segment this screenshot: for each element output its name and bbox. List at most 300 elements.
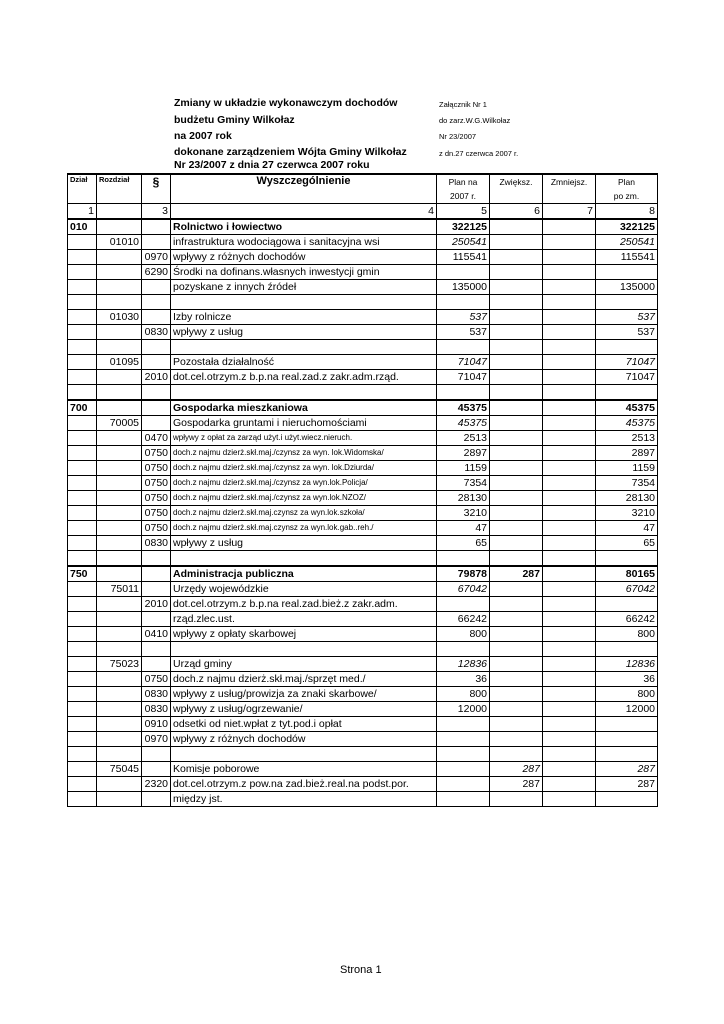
cell-rozdzial: 75023 bbox=[97, 657, 142, 672]
cell-plan: 12000 bbox=[437, 702, 490, 717]
cell-zmniejsz bbox=[543, 627, 596, 642]
cell-paragraf: 0750 bbox=[142, 521, 171, 536]
table-row bbox=[68, 491, 658, 506]
cell-rozdzial bbox=[97, 461, 142, 476]
col-rozdzial: Rozdział bbox=[97, 174, 142, 204]
cell-zwieksz bbox=[490, 446, 543, 461]
cell-plan bbox=[437, 642, 490, 657]
table-row bbox=[68, 762, 658, 777]
cell-zwieksz bbox=[490, 687, 543, 702]
cell-zmniejsz bbox=[543, 280, 596, 295]
cell-plan: 537 bbox=[437, 325, 490, 340]
cell-wyszczegolnienie: wpływy z opłat za zarząd użyt.i użyt.wiecz.nieruch. bbox=[171, 431, 437, 446]
cell-zwieksz bbox=[490, 717, 543, 732]
cell-zmniejsz bbox=[543, 536, 596, 551]
cell-zwieksz bbox=[490, 400, 543, 416]
table-row bbox=[68, 446, 658, 461]
cell-dzial bbox=[68, 551, 97, 567]
cell-plan-po-zm bbox=[596, 385, 658, 401]
cell-zwieksz bbox=[490, 491, 543, 506]
table-row bbox=[68, 521, 658, 536]
num-6: 6 bbox=[490, 204, 543, 220]
cell-plan-po-zm bbox=[596, 551, 658, 567]
col-wyszczegolnienie: Wyszczególnienie bbox=[171, 174, 437, 204]
table-row bbox=[68, 355, 658, 370]
table-row bbox=[68, 400, 658, 416]
col-planzm-line1: Plan bbox=[617, 177, 635, 187]
cell-rozdzial bbox=[97, 219, 142, 235]
cell-plan-po-zm: 2897 bbox=[596, 446, 658, 461]
cell-zwieksz bbox=[490, 461, 543, 476]
cell-zwieksz bbox=[490, 219, 543, 235]
cell-dzial bbox=[68, 642, 97, 657]
num-1: 1 bbox=[68, 204, 97, 220]
cell-plan-po-zm: 800 bbox=[596, 687, 658, 702]
cell-wyszczegolnienie: wpływy z opłaty skarbowej bbox=[171, 627, 437, 642]
cell-plan bbox=[437, 732, 490, 747]
cell-zmniejsz bbox=[543, 416, 596, 431]
cell-dzial: 010 bbox=[68, 219, 97, 235]
table-body bbox=[68, 219, 658, 807]
col-plan-line1: Plan na bbox=[448, 177, 478, 187]
note-line-1: Załącznik Nr 1 bbox=[439, 100, 487, 109]
cell-zmniejsz bbox=[543, 370, 596, 385]
cell-wyszczegolnienie bbox=[171, 385, 437, 401]
cell-zwieksz bbox=[490, 310, 543, 325]
cell-plan-po-zm: 67042 bbox=[596, 582, 658, 597]
cell-plan-po-zm: 71047 bbox=[596, 370, 658, 385]
table-row bbox=[68, 385, 658, 401]
cell-dzial bbox=[68, 627, 97, 642]
cell-rozdzial bbox=[97, 250, 142, 265]
title-line-1: Zmiany w układzie wykonawczym dochodów bbox=[174, 97, 398, 109]
cell-plan-po-zm: 250541 bbox=[596, 235, 658, 250]
cell-dzial bbox=[68, 250, 97, 265]
cell-zwieksz bbox=[490, 250, 543, 265]
cell-dzial bbox=[68, 355, 97, 370]
table-row bbox=[68, 476, 658, 491]
col-dzial: Dział bbox=[68, 174, 97, 204]
cell-plan bbox=[437, 551, 490, 567]
cell-zwieksz bbox=[490, 582, 543, 597]
cell-wyszczegolnienie bbox=[171, 295, 437, 310]
page-footer: Strona 1 bbox=[340, 964, 382, 976]
cell-wyszczegolnienie: doch.z najmu dzierż.skł.maj./czynsz za wyn. lok.Widomska/ bbox=[171, 446, 437, 461]
cell-zwieksz bbox=[490, 385, 543, 401]
cell-zmniejsz bbox=[543, 657, 596, 672]
cell-wyszczegolnienie: doch.z najmu dzierż.skł.maj./czynsz za wyn.lok.Policja/ bbox=[171, 476, 437, 491]
cell-plan bbox=[437, 385, 490, 401]
cell-wyszczegolnienie: Pozostała działalność bbox=[171, 355, 437, 370]
cell-dzial bbox=[68, 235, 97, 250]
table-header bbox=[68, 174, 658, 204]
cell-dzial bbox=[68, 657, 97, 672]
num-3: 3 bbox=[142, 204, 171, 220]
table-row bbox=[68, 431, 658, 446]
cell-dzial bbox=[68, 582, 97, 597]
cell-zwieksz bbox=[490, 506, 543, 521]
cell-paragraf bbox=[142, 566, 171, 582]
table-row bbox=[68, 370, 658, 385]
cell-plan: 115541 bbox=[437, 250, 490, 265]
column-numbers-row bbox=[68, 204, 658, 220]
cell-wyszczegolnienie: Rolnictwo i łowiectwo bbox=[171, 219, 437, 235]
cell-plan bbox=[437, 597, 490, 612]
cell-plan-po-zm: 287 bbox=[596, 777, 658, 792]
cell-dzial bbox=[68, 370, 97, 385]
cell-zwieksz bbox=[490, 612, 543, 627]
cell-paragraf: 2010 bbox=[142, 597, 171, 612]
cell-paragraf bbox=[142, 219, 171, 235]
cell-dzial bbox=[68, 476, 97, 491]
cell-zwieksz bbox=[490, 280, 543, 295]
table-row bbox=[68, 295, 658, 310]
cell-zmniejsz bbox=[543, 762, 596, 777]
cell-plan: 45375 bbox=[437, 416, 490, 431]
cell-wyszczegolnienie: infrastruktura wodociągowa i sanitacyjna wsi bbox=[171, 235, 437, 250]
num-2-empty bbox=[97, 204, 142, 220]
table-row bbox=[68, 747, 658, 762]
cell-dzial bbox=[68, 672, 97, 687]
cell-zmniejsz bbox=[543, 385, 596, 401]
cell-wyszczegolnienie: wpływy z usług bbox=[171, 536, 437, 551]
cell-plan-po-zm: 45375 bbox=[596, 416, 658, 431]
cell-zwieksz bbox=[490, 325, 543, 340]
cell-plan: 71047 bbox=[437, 370, 490, 385]
cell-zmniejsz bbox=[543, 461, 596, 476]
cell-dzial bbox=[68, 461, 97, 476]
cell-zwieksz bbox=[490, 340, 543, 355]
cell-paragraf: 0830 bbox=[142, 702, 171, 717]
cell-rozdzial bbox=[97, 521, 142, 536]
table-row bbox=[68, 461, 658, 476]
cell-paragraf bbox=[142, 657, 171, 672]
cell-plan: 67042 bbox=[437, 582, 490, 597]
cell-zmniejsz bbox=[543, 747, 596, 762]
table-row bbox=[68, 582, 658, 597]
cell-dzial bbox=[68, 340, 97, 355]
cell-zmniejsz bbox=[543, 235, 596, 250]
cell-paragraf bbox=[142, 310, 171, 325]
cell-wyszczegolnienie: Środki na dofinans.własnych inwestycji gmin bbox=[171, 265, 437, 280]
cell-wyszczegolnienie: wpływy z różnych dochodów bbox=[171, 250, 437, 265]
cell-plan-po-zm: 36 bbox=[596, 672, 658, 687]
cell-paragraf bbox=[142, 295, 171, 310]
table-row bbox=[68, 627, 658, 642]
cell-rozdzial bbox=[97, 446, 142, 461]
cell-zmniejsz bbox=[543, 792, 596, 807]
table-row bbox=[68, 310, 658, 325]
num-8: 8 bbox=[596, 204, 658, 220]
cell-plan: 47 bbox=[437, 521, 490, 536]
cell-plan-po-zm: 28130 bbox=[596, 491, 658, 506]
cell-wyszczegolnienie: pozyskane z innych źródeł bbox=[171, 280, 437, 295]
cell-paragraf: 2320 bbox=[142, 777, 171, 792]
cell-dzial bbox=[68, 687, 97, 702]
cell-wyszczegolnienie: dot.cel.otrzym.z b.p.na real.zad.z zakr.adm.rząd. bbox=[171, 370, 437, 385]
cell-wyszczegolnienie: doch.z najmu dzierż.skł.maj./czynsz za wyn. lok.Dziurda/ bbox=[171, 461, 437, 476]
cell-zwieksz bbox=[490, 370, 543, 385]
cell-dzial bbox=[68, 506, 97, 521]
cell-plan bbox=[437, 340, 490, 355]
cell-plan bbox=[437, 777, 490, 792]
table-row bbox=[68, 732, 658, 747]
col-plan bbox=[437, 174, 490, 204]
cell-paragraf: 0830 bbox=[142, 325, 171, 340]
table-row bbox=[68, 219, 658, 235]
cell-dzial bbox=[68, 732, 97, 747]
cell-zmniejsz bbox=[543, 566, 596, 582]
cell-wyszczegolnienie: doch.z najmu dzierż.skł.maj./sprzęt med./ bbox=[171, 672, 437, 687]
cell-zmniejsz bbox=[543, 491, 596, 506]
cell-rozdzial bbox=[97, 597, 142, 612]
table-row bbox=[68, 566, 658, 582]
cell-wyszczegolnienie: Gospodarka mieszkaniowa bbox=[171, 400, 437, 416]
cell-zwieksz bbox=[490, 672, 543, 687]
cell-plan: 65 bbox=[437, 536, 490, 551]
cell-zmniejsz bbox=[543, 642, 596, 657]
cell-paragraf: 0910 bbox=[142, 717, 171, 732]
col-plan-line2: 2007 r. bbox=[450, 191, 476, 201]
cell-zwieksz bbox=[490, 792, 543, 807]
cell-rozdzial bbox=[97, 385, 142, 401]
cell-zmniejsz bbox=[543, 265, 596, 280]
cell-wyszczegolnienie bbox=[171, 642, 437, 657]
cell-paragraf: 0970 bbox=[142, 732, 171, 747]
cell-plan-po-zm bbox=[596, 732, 658, 747]
cell-rozdzial: 01010 bbox=[97, 235, 142, 250]
cell-dzial bbox=[68, 536, 97, 551]
table-row bbox=[68, 612, 658, 627]
cell-plan-po-zm: 115541 bbox=[596, 250, 658, 265]
cell-plan: 2897 bbox=[437, 446, 490, 461]
cell-paragraf: 6290 bbox=[142, 265, 171, 280]
cell-zmniejsz bbox=[543, 355, 596, 370]
cell-zmniejsz bbox=[543, 476, 596, 491]
cell-zmniejsz bbox=[543, 687, 596, 702]
table-row bbox=[68, 506, 658, 521]
cell-zmniejsz bbox=[543, 702, 596, 717]
cell-rozdzial bbox=[97, 400, 142, 416]
cell-plan-po-zm bbox=[596, 265, 658, 280]
cell-paragraf: 0830 bbox=[142, 687, 171, 702]
cell-zwieksz bbox=[490, 536, 543, 551]
cell-wyszczegolnienie: Gospodarka gruntami i nieruchomościami bbox=[171, 416, 437, 431]
cell-rozdzial: 75011 bbox=[97, 582, 142, 597]
cell-paragraf bbox=[142, 642, 171, 657]
cell-rozdzial bbox=[97, 566, 142, 582]
cell-zmniejsz bbox=[543, 431, 596, 446]
cell-plan-po-zm bbox=[596, 295, 658, 310]
cell-zmniejsz bbox=[543, 777, 596, 792]
cell-plan-po-zm: 71047 bbox=[596, 355, 658, 370]
cell-zwieksz bbox=[490, 627, 543, 642]
cell-rozdzial bbox=[97, 747, 142, 762]
cell-rozdzial bbox=[97, 551, 142, 567]
cell-plan: 7354 bbox=[437, 476, 490, 491]
cell-rozdzial bbox=[97, 536, 142, 551]
cell-dzial bbox=[68, 702, 97, 717]
cell-zmniejsz bbox=[543, 597, 596, 612]
cell-plan bbox=[437, 717, 490, 732]
cell-dzial bbox=[68, 416, 97, 431]
cell-paragraf: 0750 bbox=[142, 491, 171, 506]
cell-plan-po-zm: 65 bbox=[596, 536, 658, 551]
cell-plan-po-zm: 800 bbox=[596, 627, 658, 642]
table-row bbox=[68, 235, 658, 250]
cell-paragraf: 0970 bbox=[142, 250, 171, 265]
cell-wyszczegolnienie: wpływy z usług bbox=[171, 325, 437, 340]
cell-dzial bbox=[68, 431, 97, 446]
cell-plan: 537 bbox=[437, 310, 490, 325]
table-row bbox=[68, 717, 658, 732]
cell-paragraf: 0750 bbox=[142, 446, 171, 461]
cell-dzial bbox=[68, 612, 97, 627]
cell-plan-po-zm: 537 bbox=[596, 325, 658, 340]
cell-paragraf bbox=[142, 385, 171, 401]
cell-paragraf bbox=[142, 400, 171, 416]
cell-plan-po-zm bbox=[596, 792, 658, 807]
cell-zmniejsz bbox=[543, 250, 596, 265]
cell-rozdzial: 75045 bbox=[97, 762, 142, 777]
table-row bbox=[68, 792, 658, 807]
cell-dzial bbox=[68, 792, 97, 807]
cell-plan bbox=[437, 747, 490, 762]
cell-zmniejsz bbox=[543, 672, 596, 687]
cell-zmniejsz bbox=[543, 612, 596, 627]
cell-zwieksz bbox=[490, 355, 543, 370]
title-line-2: budżetu Gminy Wilkołaz bbox=[174, 114, 295, 126]
cell-rozdzial: 70005 bbox=[97, 416, 142, 431]
cell-zwieksz bbox=[490, 657, 543, 672]
cell-paragraf bbox=[142, 612, 171, 627]
title-line-3: na 2007 rok bbox=[174, 130, 232, 142]
table-row bbox=[68, 250, 658, 265]
cell-dzial bbox=[68, 717, 97, 732]
cell-zwieksz bbox=[490, 747, 543, 762]
cell-dzial bbox=[68, 265, 97, 280]
col-plan-po-zm bbox=[596, 174, 658, 204]
cell-plan: 3210 bbox=[437, 506, 490, 521]
cell-plan-po-zm: 12000 bbox=[596, 702, 658, 717]
title-line-4: dokonane zarządzeniem Wójta Gminy Wilkołaz bbox=[174, 146, 407, 158]
cell-plan-po-zm bbox=[596, 717, 658, 732]
cell-wyszczegolnienie: rząd.zlec.ust. bbox=[171, 612, 437, 627]
cell-plan bbox=[437, 762, 490, 777]
cell-zwieksz bbox=[490, 295, 543, 310]
cell-plan-po-zm: 47 bbox=[596, 521, 658, 536]
cell-rozdzial bbox=[97, 717, 142, 732]
table-row bbox=[68, 657, 658, 672]
cell-dzial bbox=[68, 491, 97, 506]
cell-plan: 135000 bbox=[437, 280, 490, 295]
cell-paragraf bbox=[142, 416, 171, 431]
cell-zmniejsz bbox=[543, 310, 596, 325]
cell-wyszczegolnienie bbox=[171, 340, 437, 355]
cell-rozdzial bbox=[97, 732, 142, 747]
cell-rozdzial bbox=[97, 325, 142, 340]
col-zmniejsz: Zmniejsz. bbox=[543, 174, 596, 204]
cell-dzial bbox=[68, 597, 97, 612]
cell-wyszczegolnienie: dot.cel.otrzym.z b.p.na real.zad.bież.z zakr.adm. bbox=[171, 597, 437, 612]
cell-paragraf bbox=[142, 582, 171, 597]
cell-rozdzial bbox=[97, 340, 142, 355]
cell-paragraf bbox=[142, 355, 171, 370]
cell-plan-po-zm: 3210 bbox=[596, 506, 658, 521]
cell-plan-po-zm: 80165 bbox=[596, 566, 658, 582]
cell-zwieksz bbox=[490, 597, 543, 612]
cell-wyszczegolnienie: Urząd gminy bbox=[171, 657, 437, 672]
cell-wyszczegolnienie: wpływy z usług/prowizja za znaki skarbowe/ bbox=[171, 687, 437, 702]
cell-zwieksz bbox=[490, 642, 543, 657]
cell-paragraf bbox=[142, 280, 171, 295]
cell-zwieksz bbox=[490, 265, 543, 280]
cell-wyszczegolnienie: między jst. bbox=[171, 792, 437, 807]
cell-paragraf: 0470 bbox=[142, 431, 171, 446]
cell-wyszczegolnienie bbox=[171, 747, 437, 762]
cell-dzial: 750 bbox=[68, 566, 97, 582]
cell-zwieksz: 287 bbox=[490, 566, 543, 582]
cell-zmniejsz bbox=[543, 446, 596, 461]
cell-paragraf: 0750 bbox=[142, 672, 171, 687]
cell-zwieksz bbox=[490, 551, 543, 567]
cell-dzial bbox=[68, 295, 97, 310]
cell-zwieksz bbox=[490, 521, 543, 536]
cell-zmniejsz bbox=[543, 219, 596, 235]
table-row bbox=[68, 687, 658, 702]
cell-rozdzial: 01030 bbox=[97, 310, 142, 325]
cell-rozdzial bbox=[97, 431, 142, 446]
cell-plan-po-zm: 1159 bbox=[596, 461, 658, 476]
cell-dzial bbox=[68, 777, 97, 792]
cell-plan-po-zm: 537 bbox=[596, 310, 658, 325]
cell-plan-po-zm: 2513 bbox=[596, 431, 658, 446]
cell-rozdzial bbox=[97, 612, 142, 627]
cell-plan-po-zm: 135000 bbox=[596, 280, 658, 295]
table-row bbox=[68, 672, 658, 687]
cell-zmniejsz bbox=[543, 340, 596, 355]
cell-zmniejsz bbox=[543, 551, 596, 567]
note-line-3: Nr 23/2007 bbox=[439, 132, 477, 141]
cell-plan: 79878 bbox=[437, 566, 490, 582]
table-row bbox=[68, 280, 658, 295]
cell-zwieksz bbox=[490, 235, 543, 250]
cell-zwieksz bbox=[490, 431, 543, 446]
table-row bbox=[68, 536, 658, 551]
cell-zmniejsz bbox=[543, 732, 596, 747]
cell-plan bbox=[437, 792, 490, 807]
table-row bbox=[68, 325, 658, 340]
cell-paragraf bbox=[142, 551, 171, 567]
cell-plan: 800 bbox=[437, 687, 490, 702]
cell-plan-po-zm bbox=[596, 597, 658, 612]
cell-zwieksz bbox=[490, 416, 543, 431]
cell-plan-po-zm: 12836 bbox=[596, 657, 658, 672]
num-4: 4 bbox=[171, 204, 437, 220]
cell-plan: 1159 bbox=[437, 461, 490, 476]
cell-plan-po-zm: 287 bbox=[596, 762, 658, 777]
cell-paragraf bbox=[142, 762, 171, 777]
table-row bbox=[68, 642, 658, 657]
cell-wyszczegolnienie: Komisje poborowe bbox=[171, 762, 437, 777]
cell-dzial bbox=[68, 747, 97, 762]
table-row bbox=[68, 702, 658, 717]
col-zwieksz: Zwiększ. bbox=[490, 174, 543, 204]
cell-dzial bbox=[68, 521, 97, 536]
cell-wyszczegolnienie: dot.cel.otrzym.z pow.na zad.bież.real.na podst.por. bbox=[171, 777, 437, 792]
cell-rozdzial bbox=[97, 702, 142, 717]
num-5: 5 bbox=[437, 204, 490, 220]
